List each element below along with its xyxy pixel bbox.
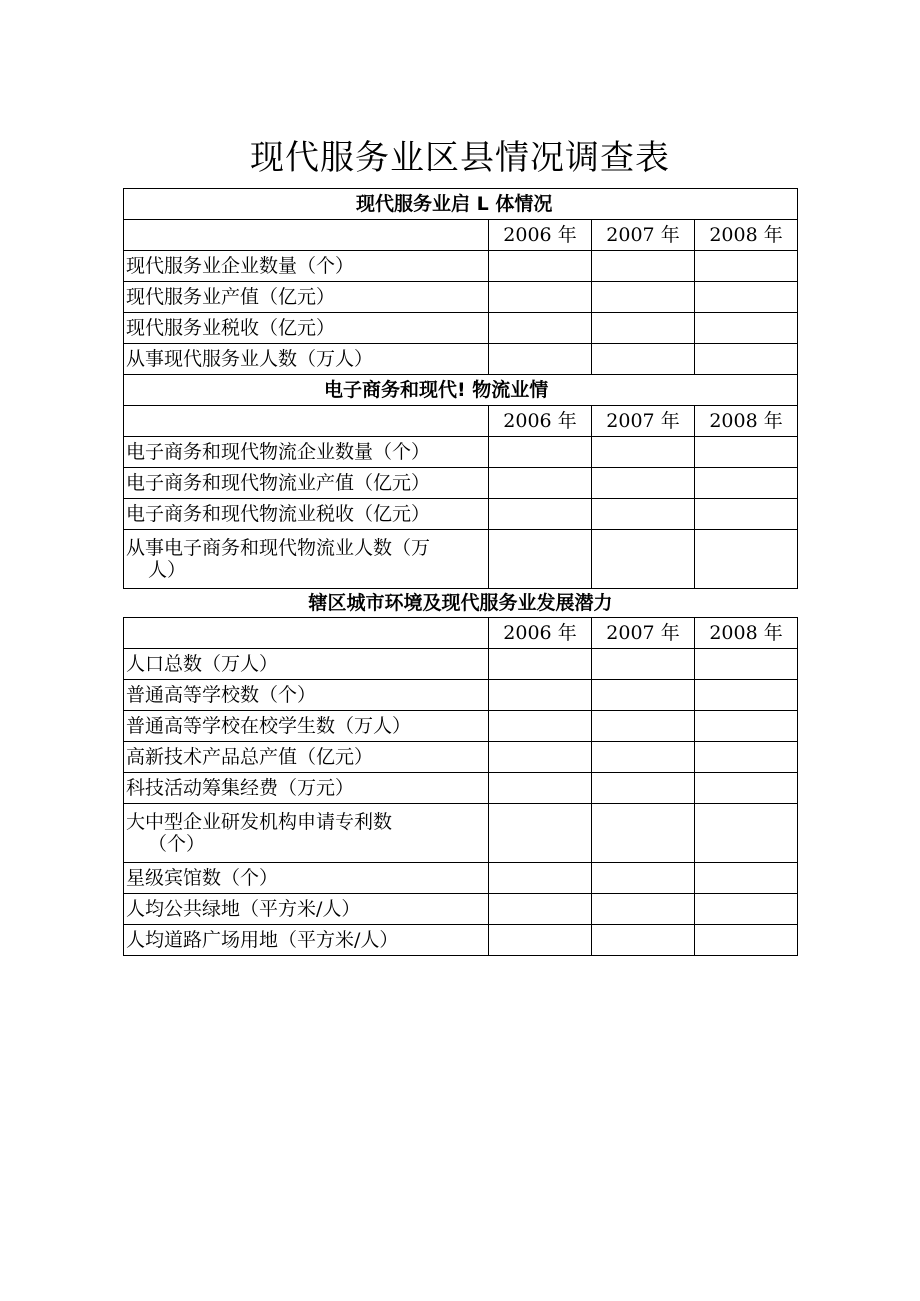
empty-cell — [124, 220, 489, 251]
input-cell[interactable] — [592, 251, 695, 282]
input-cell[interactable] — [695, 530, 798, 589]
input-cell[interactable] — [695, 251, 798, 282]
input-cell[interactable] — [592, 711, 695, 742]
table-row — [124, 251, 798, 282]
year-header: 2007 年 — [592, 220, 695, 251]
input-cell[interactable] — [489, 499, 592, 530]
input-cell[interactable] — [695, 649, 798, 680]
row-label: 现代服务业税收（亿元） — [124, 313, 489, 344]
input-cell[interactable] — [695, 344, 798, 375]
input-cell[interactable] — [489, 894, 592, 925]
empty-cell — [124, 618, 489, 649]
input-cell[interactable] — [592, 925, 695, 956]
input-cell[interactable] — [489, 863, 592, 894]
year-header: 2008 年 — [695, 220, 798, 251]
section-heading-row — [124, 375, 798, 406]
year-header: 2008 年 — [695, 406, 798, 437]
input-cell[interactable] — [695, 499, 798, 530]
input-cell[interactable] — [695, 437, 798, 468]
row-label-line: 人） — [148, 559, 187, 581]
survey-table — [123, 188, 798, 956]
table-row — [124, 530, 798, 589]
input-cell[interactable] — [592, 863, 695, 894]
row-label: 电子商务和现代物流业产值（亿元） — [124, 468, 489, 499]
input-cell[interactable] — [592, 742, 695, 773]
table-row — [124, 437, 798, 468]
input-cell[interactable] — [695, 680, 798, 711]
input-cell[interactable] — [592, 344, 695, 375]
year-header: 2006 年 — [489, 406, 592, 437]
input-cell[interactable] — [489, 344, 592, 375]
year-header-row — [124, 220, 798, 251]
row-label: 科技活动筹集经费（万元） — [124, 773, 489, 804]
input-cell[interactable] — [489, 313, 592, 344]
input-cell[interactable] — [592, 680, 695, 711]
table-row — [124, 282, 798, 313]
row-label-line: （个） — [148, 833, 206, 855]
table-row — [124, 499, 798, 530]
input-cell[interactable] — [592, 804, 695, 863]
section-heading: 电子商务和现代! 物流业情 — [124, 375, 798, 406]
table-row — [124, 804, 798, 863]
table-row — [124, 925, 798, 956]
input-cell[interactable] — [489, 711, 592, 742]
table-row — [124, 313, 798, 344]
input-cell[interactable] — [695, 863, 798, 894]
section-heading-row — [124, 189, 798, 220]
input-cell[interactable] — [489, 468, 592, 499]
input-cell[interactable] — [489, 804, 592, 863]
row-label: 现代服务业企业数量（个） — [124, 251, 489, 282]
input-cell[interactable] — [695, 894, 798, 925]
row-label: 电子商务和现代物流企业数量（个） — [124, 437, 489, 468]
input-cell[interactable] — [695, 468, 798, 499]
input-cell[interactable] — [489, 251, 592, 282]
input-cell[interactable] — [592, 773, 695, 804]
year-header-row — [124, 406, 798, 437]
year-header: 2007 年 — [592, 406, 695, 437]
input-cell[interactable] — [489, 282, 592, 313]
input-cell[interactable] — [695, 711, 798, 742]
row-label-line: 从事电子商务和现代物流业人数（万 — [126, 537, 431, 559]
input-cell[interactable] — [592, 468, 695, 499]
input-cell[interactable] — [489, 530, 592, 589]
input-cell[interactable] — [489, 925, 592, 956]
row-label: 普通高等学校在校学生数（万人） — [124, 711, 489, 742]
year-header-row — [124, 618, 798, 649]
row-label: 人均道路广场用地（平方米/人） — [124, 925, 489, 956]
year-header: 2006 年 — [489, 220, 592, 251]
input-cell[interactable] — [695, 773, 798, 804]
input-cell[interactable] — [695, 282, 798, 313]
table-row — [124, 863, 798, 894]
input-cell[interactable] — [489, 649, 592, 680]
input-cell[interactable] — [489, 773, 592, 804]
input-cell[interactable] — [592, 649, 695, 680]
row-label: 现代服务业产值（亿元） — [124, 282, 489, 313]
row-label — [124, 804, 489, 863]
row-label: 从事现代服务业人数（万人） — [124, 344, 489, 375]
section-heading-row — [124, 589, 798, 618]
table-row — [124, 468, 798, 499]
year-header: 2007 年 — [592, 618, 695, 649]
input-cell[interactable] — [592, 530, 695, 589]
input-cell[interactable] — [592, 499, 695, 530]
input-cell[interactable] — [489, 742, 592, 773]
row-label: 星级宾馆数（个） — [124, 863, 489, 894]
table-row — [124, 649, 798, 680]
input-cell[interactable] — [592, 437, 695, 468]
row-label: 高新技术产品总产值（亿元） — [124, 742, 489, 773]
table-row — [124, 773, 798, 804]
input-cell[interactable] — [695, 925, 798, 956]
year-header: 2006 年 — [489, 618, 592, 649]
empty-cell — [124, 406, 489, 437]
section-heading: 现代服务业启 L 体情况 — [124, 189, 798, 220]
input-cell[interactable] — [695, 742, 798, 773]
input-cell[interactable] — [695, 804, 798, 863]
row-label: 电子商务和现代物流业税收（亿元） — [124, 499, 489, 530]
table-row — [124, 711, 798, 742]
input-cell[interactable] — [489, 437, 592, 468]
table-row — [124, 894, 798, 925]
input-cell[interactable] — [592, 894, 695, 925]
table-row — [124, 680, 798, 711]
input-cell[interactable] — [592, 313, 695, 344]
row-label: 普通高等学校数（个） — [124, 680, 489, 711]
table-row — [124, 344, 798, 375]
input-cell[interactable] — [592, 282, 695, 313]
row-label — [124, 530, 489, 589]
page-title: 现代服务业区县情况调查表 — [250, 138, 670, 178]
input-cell[interactable] — [695, 313, 798, 344]
section-heading: 辖区城市环境及现代服务业发展潜力 — [124, 589, 798, 618]
year-header: 2008 年 — [695, 618, 798, 649]
row-label-line: 大中型企业研发机构申请专利数 — [126, 811, 393, 833]
input-cell[interactable] — [489, 680, 592, 711]
table-row — [124, 742, 798, 773]
row-label: 人口总数（万人） — [124, 649, 489, 680]
row-label: 人均公共绿地（平方米/人） — [124, 894, 489, 925]
